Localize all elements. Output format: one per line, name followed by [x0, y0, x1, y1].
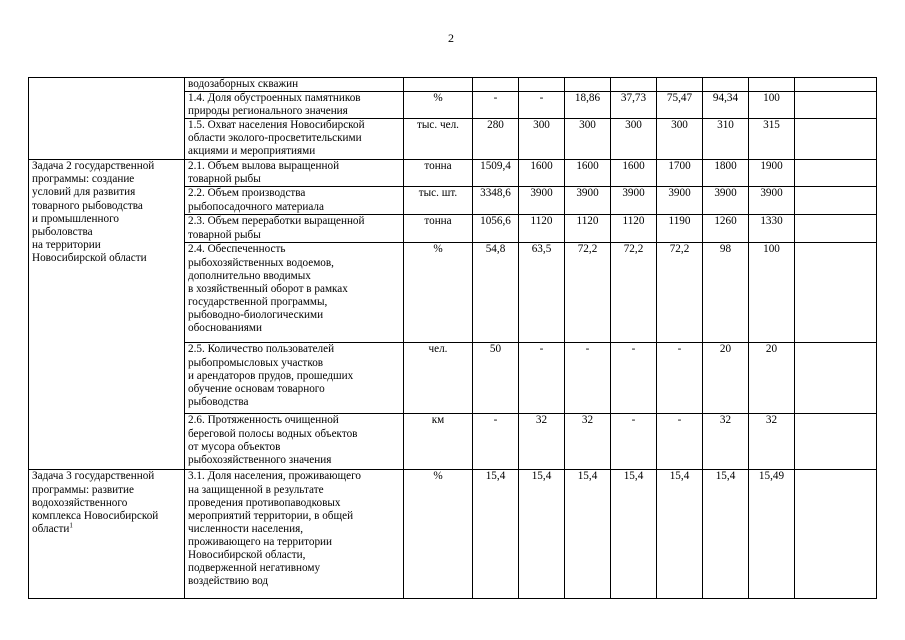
task-cell: [29, 78, 185, 160]
value-cell: 3900: [565, 187, 611, 215]
value-cell: [473, 78, 519, 92]
value-cell: 72,2: [565, 243, 611, 343]
value-cell: 15,4: [657, 470, 703, 599]
indicator-text-line: государственной программы,: [188, 295, 328, 308]
indicator-text-line: области эколого-просветительскими: [188, 132, 362, 145]
value-cell: 20: [749, 343, 795, 414]
value-cell: 32: [565, 414, 611, 470]
value-cell: -: [565, 343, 611, 414]
value-cell: 1056,6: [473, 215, 519, 243]
value-cell: 1900: [749, 160, 795, 187]
indicator-text-line: береговой полосы водных объектов: [188, 427, 358, 440]
value-cell: [749, 78, 795, 92]
indicator-cell: [185, 78, 404, 92]
indicator-text-line: Новосибирской области,: [188, 549, 306, 562]
value-cell: 72,2: [657, 243, 703, 343]
value-cell: 98: [703, 243, 749, 343]
value-cell: 310: [703, 119, 749, 160]
value-cell: 100: [749, 92, 795, 119]
indicator-text-line: рыбохозяйственного значения: [188, 453, 332, 466]
empty-cell: [795, 470, 877, 599]
unit-cell: чел.: [404, 343, 473, 414]
unit-cell: [404, 78, 473, 92]
indicator-cell: [185, 215, 404, 243]
indicator-text-line: обучение основам товарного: [188, 382, 325, 395]
indicator-text-line: проведения противопаводковых: [188, 496, 341, 509]
value-cell: 1330: [749, 215, 795, 243]
indicator-text-line: природы регионального значения: [188, 105, 348, 118]
unit-cell: тонна: [404, 215, 473, 243]
task-text-line: программы: развитие: [32, 483, 134, 496]
value-cell: [657, 78, 703, 92]
indicator-text-line: 2.4. Обеспеченность: [188, 243, 286, 256]
indicator-text-line: 3.1. Доля населения, проживающего: [188, 470, 362, 483]
indicator-cell: [185, 119, 404, 160]
unit-cell: %: [404, 92, 473, 119]
value-cell: 15,4: [565, 470, 611, 599]
indicator-text-line: товарной рыбы: [188, 228, 261, 241]
indicator-text-line: и арендаторов прудов, прошедших: [188, 369, 354, 382]
value-cell: 1260: [703, 215, 749, 243]
value-cell: 32: [519, 414, 565, 470]
indicator-text-line: численности населения,: [188, 522, 304, 535]
task-cell: [29, 160, 185, 470]
value-cell: -: [611, 414, 657, 470]
value-cell: 15,4: [473, 470, 519, 599]
value-cell: 1600: [611, 160, 657, 187]
task-text-line: товарного рыбоводства: [32, 199, 143, 212]
indicator-text-line: проживающего на территории: [188, 535, 333, 548]
empty-cell: [795, 187, 877, 215]
value-cell: 3900: [611, 187, 657, 215]
value-cell: 32: [749, 414, 795, 470]
value-cell: 1190: [657, 215, 703, 243]
value-cell: 15,4: [519, 470, 565, 599]
indicator-cell: [185, 160, 404, 187]
indicator-text-line: 2.2. Объем производства: [188, 187, 306, 200]
indicator-text-line: 2.5. Количество пользователей: [188, 343, 335, 356]
indicator-text-line: 2.3. Объем переработки выращенной: [188, 215, 365, 228]
value-cell: 1600: [519, 160, 565, 187]
task-text-line: Задача 2 государственной: [32, 160, 155, 173]
unit-cell: %: [404, 243, 473, 343]
unit-cell: км: [404, 414, 473, 470]
empty-cell: [795, 78, 877, 92]
indicator-text-line: рыбопромысловых участков: [188, 356, 324, 369]
value-cell: 280: [473, 119, 519, 160]
indicator-text-line: обоснованиями: [188, 322, 262, 335]
value-cell: 20: [703, 343, 749, 414]
value-cell: 3900: [749, 187, 795, 215]
value-cell: 1120: [565, 215, 611, 243]
indicator-text-line: 2.6. Протяженность очищенной: [188, 414, 339, 427]
task-text-line: Задача 3 государственной: [32, 470, 155, 483]
task-text-line: водохозяйственного: [32, 496, 128, 509]
indicator-text-line: 1.4. Доля обустроенных памятников: [188, 92, 361, 105]
empty-cell: [795, 343, 877, 414]
indicator-text-line: дополнительно вводимых: [188, 269, 311, 282]
value-cell: 37,73: [611, 92, 657, 119]
value-cell: 50: [473, 343, 519, 414]
value-cell: 300: [611, 119, 657, 160]
indicator-cell: [185, 414, 404, 470]
indicator-cell: [185, 92, 404, 119]
unit-cell: %: [404, 470, 473, 599]
indicator-cell: [185, 343, 404, 414]
value-cell: 3900: [519, 187, 565, 215]
indicator-cell: [185, 470, 404, 599]
indicator-text-line: рыбоводно-биологическими: [188, 308, 324, 321]
empty-cell: [795, 215, 877, 243]
indicator-text-line: товарной рыбы: [188, 173, 261, 186]
empty-cell: [795, 92, 877, 119]
value-cell: 300: [565, 119, 611, 160]
value-cell: 300: [657, 119, 703, 160]
value-cell: -: [473, 92, 519, 119]
empty-cell: [795, 243, 877, 343]
indicator-text-line: 1.5. Охват населения Новосибирской: [188, 119, 365, 132]
value-cell: 94,34: [703, 92, 749, 119]
task-text-line: условий для развития: [32, 186, 136, 199]
value-cell: 100: [749, 243, 795, 343]
task-text-line: программы: создание: [32, 173, 135, 186]
table-row: [29, 78, 877, 92]
value-cell: 1120: [519, 215, 565, 243]
value-cell: 3348,6: [473, 187, 519, 215]
value-cell: [611, 78, 657, 92]
value-cell: 15,4: [611, 470, 657, 599]
indicators-table: [28, 77, 877, 599]
value-cell: 15,4: [703, 470, 749, 599]
value-cell: 18,86: [565, 92, 611, 119]
indicator-text-line: водозаборных скважин: [188, 78, 299, 90]
empty-cell: [795, 160, 877, 187]
value-cell: 1700: [657, 160, 703, 187]
indicator-cell: [185, 243, 404, 343]
value-cell: 72,2: [611, 243, 657, 343]
empty-cell: [795, 119, 877, 160]
indicator-text-line: рыбопосадочного материала: [188, 200, 324, 213]
value-cell: 63,5: [519, 243, 565, 343]
indicator-text-line: в хозяйственный оборот в рамках: [188, 282, 348, 295]
value-cell: 1120: [611, 215, 657, 243]
indicator-text-line: рыбохозяйственных водоемов,: [188, 256, 334, 269]
value-cell: -: [519, 343, 565, 414]
indicator-text-line: акциями и мероприятиями: [188, 145, 316, 158]
value-cell: 75,47: [657, 92, 703, 119]
value-cell: -: [657, 414, 703, 470]
value-cell: -: [519, 92, 565, 119]
unit-cell: тонна: [404, 160, 473, 187]
value-cell: 32: [703, 414, 749, 470]
value-cell: 1800: [703, 160, 749, 187]
indicator-text-line: мероприятий территории, в общей: [188, 509, 354, 522]
task-text-line: комплекса Новосибирской: [32, 509, 159, 522]
task-text-line: Новосибирской области: [32, 251, 147, 264]
value-cell: 54,8: [473, 243, 519, 343]
value-cell: [565, 78, 611, 92]
value-cell: 3900: [657, 187, 703, 215]
task-text-line: области$^1$: [32, 521, 73, 535]
task-text-line: и промышленного: [32, 212, 119, 225]
indicator-text-line: рыбоводства: [188, 395, 249, 408]
footnote-mark: 1: [69, 521, 73, 530]
table-row: [29, 160, 877, 187]
value-cell: 300: [519, 119, 565, 160]
value-cell: 1509,4: [473, 160, 519, 187]
task-cell: [29, 470, 185, 599]
value-cell: 1600: [565, 160, 611, 187]
unit-cell: тыс. чел.: [404, 119, 473, 160]
indicator-text-line: воздействию вод: [188, 575, 269, 588]
value-cell: 3900: [703, 187, 749, 215]
indicator-text-line: 2.1. Объем вылова выращенной: [188, 160, 340, 173]
value-cell: -: [473, 414, 519, 470]
value-cell: [519, 78, 565, 92]
task-text-line: на территории: [32, 238, 101, 251]
value-cell: -: [611, 343, 657, 414]
unit-cell: тыс. шт.: [404, 187, 473, 215]
value-cell: 15,49: [749, 470, 795, 599]
table-row: [29, 470, 877, 599]
value-cell: -: [657, 343, 703, 414]
value-cell: [703, 78, 749, 92]
indicator-text-line: на защищенной в результате: [188, 483, 324, 496]
value-cell: 315: [749, 119, 795, 160]
indicator-text-line: от мусора объектов: [188, 440, 281, 453]
empty-cell: [795, 414, 877, 470]
task-text-line: рыболовства: [32, 225, 93, 238]
page-number: 2: [448, 31, 454, 45]
indicator-text-line: подверженной негативному: [188, 562, 321, 575]
indicator-cell: [185, 187, 404, 215]
